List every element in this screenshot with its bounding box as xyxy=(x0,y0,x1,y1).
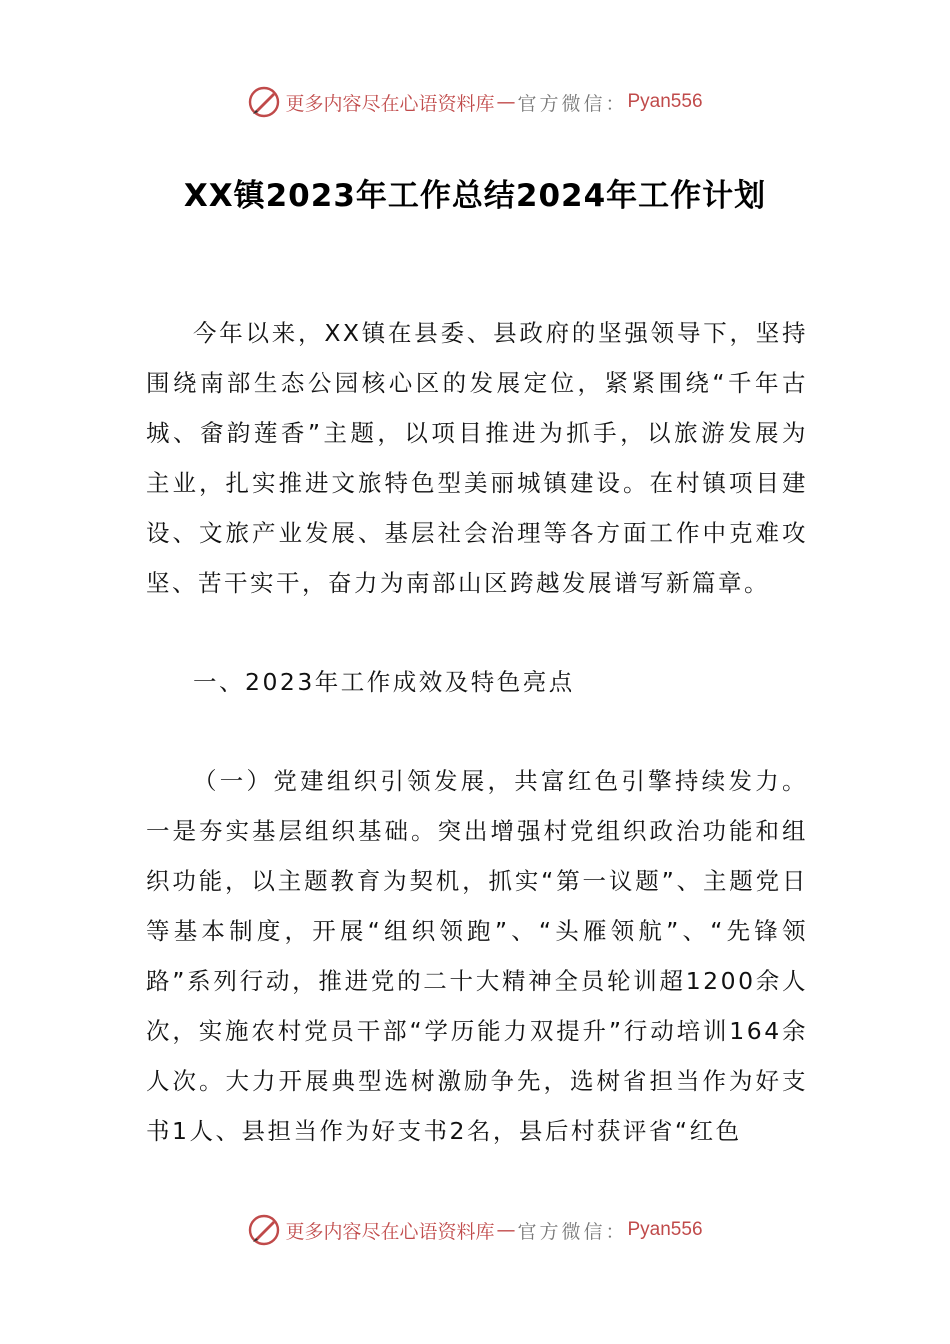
document-body xyxy=(146,308,808,1156)
watermark-text: 更多内容尽在心语资料库 xyxy=(285,92,495,115)
body-paragraph: （一）党建组织引领发展，共富红色引擎持续发力。一是夯实基层组织基础。突出增强村党组织政治功能和组织功能，以主题教育为契机，抓实“第一议题”、主题党日等基本制度，开展“组织领跑”、“头雁领航”、“先锋领路”系列行动，推进党的二十大精神全员轮训超1200余人次，实施农村党员干部“学历能力双提升”行动培训164余人次。大力开展典型选树激励争先，选树省担当作为好支书1人、县担当作为好支书2名，县后村获评省“红色 xyxy=(146,767,808,1145)
document-title: XX镇2023年工作总结2024年工作计划 xyxy=(183,178,767,214)
watermark-label: 官方微信： xyxy=(517,1220,628,1243)
watermark-text: 更多内容尽在心语资料库 xyxy=(285,1220,495,1243)
watermark-wechat-id: Pyan556 xyxy=(627,1219,703,1240)
watermark-footer xyxy=(0,1210,950,1250)
section-heading: 一、2023年工作成效及特色亮点 xyxy=(193,668,575,696)
quill-pen-logo-icon xyxy=(247,85,281,119)
watermark-separator: — xyxy=(496,91,516,113)
intro-paragraph: 今年以来，XX镇在县委、县政府的坚强领导下，坚持围绕南部生态公园核心区的发展定位，紧紧围绕“千年古城、畲韵莲香”主题，以项目推进为抓手，以旅游发展为主业，扎实推进文旅特色型美丽城镇建设。在村镇项目建设、文旅产业发展、基层社会治理等各方面工作中克难攻坚、苦干实干，奋力为南部山区跨越发展谱写新篇章。 xyxy=(146,319,808,597)
watermark-wechat-id: Pyan556 xyxy=(627,91,703,112)
quill-pen-logo-icon xyxy=(247,1213,281,1247)
watermark-header xyxy=(0,82,950,122)
watermark-separator: — xyxy=(496,1219,516,1241)
watermark-label: 官方微信： xyxy=(517,92,628,115)
